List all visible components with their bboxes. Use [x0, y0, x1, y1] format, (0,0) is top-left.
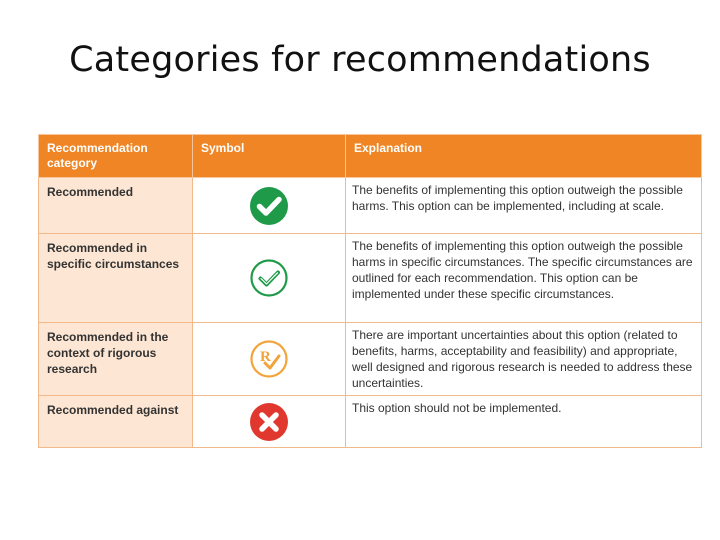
symbol-cell	[193, 323, 346, 396]
category-cell: Recommended against	[39, 396, 193, 448]
recommendation-categories-table	[38, 134, 702, 448]
table-row	[39, 234, 702, 323]
slide-title: Categories for recommendations	[69, 40, 651, 80]
header-symbol: Symbol	[193, 135, 346, 178]
header-explanation: Explanation	[346, 135, 702, 178]
orange-research-check-icon	[249, 339, 289, 379]
category-cell: Recommended in the context of rigorous research	[39, 323, 193, 396]
table-row	[39, 178, 702, 234]
category-cell: Recommended in specific circumstances	[39, 234, 193, 323]
filled-green-check-icon	[249, 186, 289, 226]
outlined-green-check-icon	[249, 258, 289, 298]
header-category: Recommendation category	[39, 135, 193, 178]
symbol-cell	[193, 234, 346, 323]
explanation-cell: The benefits of implementing this option outweigh the possible harms in specific circumstances. The specific circumstances are outlined for each recommendation. This option can be implemented under these specific circumstances.	[346, 234, 702, 323]
table-row	[39, 323, 702, 396]
category-cell: Recommended	[39, 178, 193, 234]
research-letter: R	[260, 349, 271, 365]
table-header-row	[39, 135, 702, 178]
explanation-cell: There are important uncertainties about this option (related to benefits, harms, acceptability and feasibility) and appropriate, well designed and rigorous research is needed to address these uncertainties.	[346, 323, 702, 396]
table-row	[39, 396, 702, 448]
symbol-cell	[193, 178, 346, 234]
explanation-cell: This option should not be implemented.	[346, 396, 702, 448]
red-cross-icon	[249, 402, 289, 442]
explanation-cell: The benefits of implementing this option outweigh the possible harms. This option can be implemented, including at scale.	[346, 178, 702, 234]
symbol-cell	[193, 396, 346, 448]
